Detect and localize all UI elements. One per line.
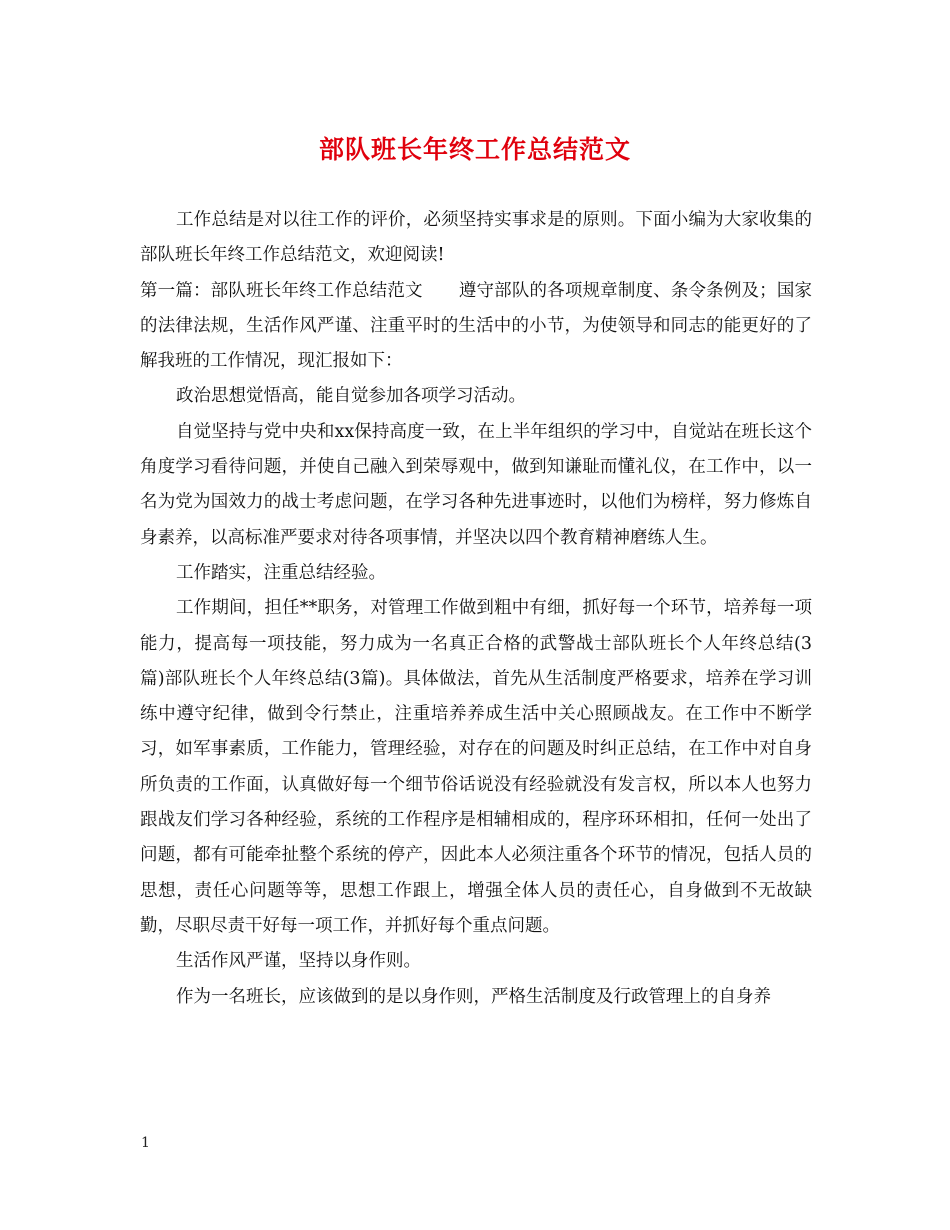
paragraph-political-detail: 自觉坚持与党中央和xx保持高度一致，在上半年组织的学习中，自觉站在班长这个角度学习看待问题，并使自己融入到荣辱观中，做到知谦耻而懂礼仪，在工作中，以一名为党为国效力的战士考虑问题，在学习各种先进事迹时，以他们为榜样，努力修炼自身素养，以高标准严要求对待各项事情，并坚决以四个教育精神磨练人生。 xyxy=(140,421,812,548)
intro-paragraph: 工作总结是对以往工作的评价，必须坚持实事求是的原则。下面小编为大家收集的部队班长年终工作总结范文，欢迎阅读! xyxy=(140,210,812,266)
paragraph-political: 政治思想觉悟高，能自觉参加各项学习活动。 xyxy=(176,386,526,407)
paragraph-conduct: 生活作风严谨，坚持以身作则。 xyxy=(176,951,421,972)
page-number: 1 xyxy=(141,1135,150,1151)
paragraph-conduct-detail: 作为一名班长，应该做到的是以身作则，严格生活制度及行政管理上的自身养 xyxy=(176,986,771,1007)
paragraph-work-detail: 工作期间，担任**职务，对管理工作做到粗中有细，抓好每一个环节，培养每一项能力，提高每一项技能，努力成为一名真正合格的武警战士部队班长个人年终总结(3篇)部队班长个人年终总结(3篇)。具体做法，首先从生活制度严格要求，培养在学习训练中遵守纪律，做到令行禁止，注重培养养成生活中关心照顾战友。在工作中不断学习，如军事素质，工作能力，管理经验，对存在的问题及时纠正总结，在工作中对自身所负责的工作面，认真做好每一个细节俗话说没有经验就没有发言权，所以本人也努力跟战友们学习各种经验，系统的工作程序是相辅相成的，程序环环相扣，任何一处出了问题，都有可能牵扯整个系统的停产，因此本人必须注重各个环节的情况，包括人员的思想，责任心问题等等，思想工作跟上，增强全体人员的责任心，自身做到不无故缺勤，尽职尽责干好每一项工作，并抓好每个重点问题。 xyxy=(140,598,812,936)
section-paragraph xyxy=(140,274,812,380)
section-text: 遵守部队的各项规章制度、条令条例及；国家的法律法规，生活作风严谨、注重平时的生活中的小节，为使领导和同志的能更好的了解我班的工作情况，现汇报如下： xyxy=(140,280,813,372)
document-body xyxy=(140,203,812,1015)
document-title: 部队班长年终工作总结范文 xyxy=(318,135,631,164)
section-heading: 第一篇：部队班长年终工作总结范文 xyxy=(140,280,423,301)
paragraph-work: 工作踏实，注重总结经验。 xyxy=(176,562,386,583)
